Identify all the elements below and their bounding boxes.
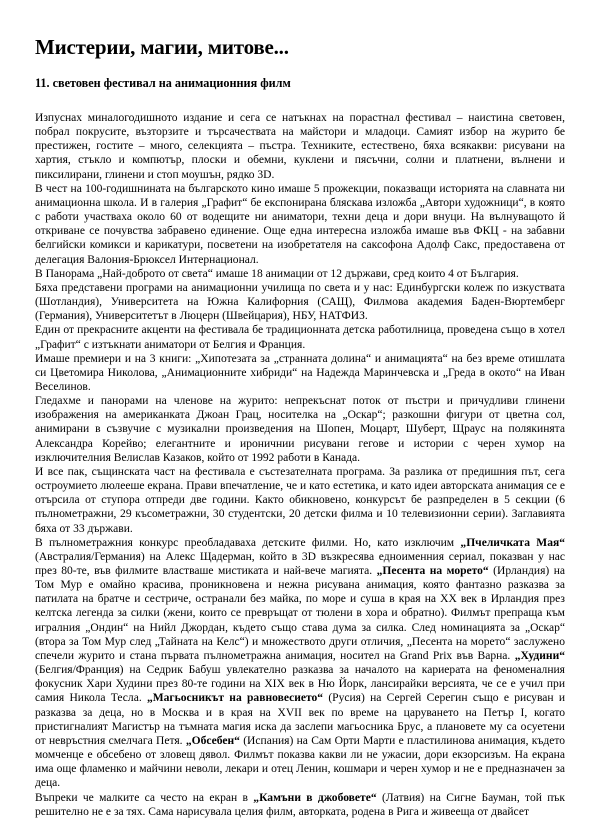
text-run: Имаше премиери и на 3 книги: „Хипотезата за „странната долина“ и анимацията“ на без време отишлата си Цветомира Николова, „Анимационните хибриди“ на Надежда Маринчевска и „Греда в окото“ на Иван Веселинов. [35, 352, 565, 393]
text-run: В Панорама „Най-доброто от света“ имаше 18 анимации от 12 държави, сред които 4 от България. [35, 267, 519, 280]
text-run: (Австралия/Германия) на Алекс Щадерман, който в 3D възкресява едноименния сериал, показван у нас през 80-те, във филмите властваше мистиката и най-вече магията. [35, 550, 565, 577]
paragraph [35, 111, 565, 182]
document-page [35, 34, 565, 819]
bold-film-title: „Пчеличката Мая“ [460, 536, 565, 549]
text-run: Изпуснах миналогодишното издание и сега се натъкнах на порастнал фестивал – наистина световен, побрал покрусите, възторзите и търсачествата на майстори и младоци. Самият избор на журито бе престижен, гостите – много, селекцията – пъстра. Техниките, естествено, бяха всякакви: рисувани на хартия, стъкло и компютър, плоски и обемни, куклени и пясъчни, солни и платнени, вълнени и пиксилирани, глинени и стоп моушън, рядко 3D. [35, 112, 565, 181]
paragraph [35, 323, 565, 351]
bold-film-title: „Обсебен“ [185, 734, 240, 747]
bold-film-title: „Худини“ [514, 649, 565, 662]
document-title: Мистерии, магии, митове... [35, 35, 289, 59]
text-run: Бяха представени програми на анимационни училища по света и у нас: Единбургски колеж по изкуствата (Шотландия), Университета на Южна Калифорния (САЩ), Филмова академия Баден-Вюртемберг (Германия), Университетът в Люцерн (Швейцария), НБУ, НАТФИЗ. [35, 281, 565, 323]
text-run: Въпреки че малките са често на екран в [35, 791, 254, 804]
text-run: (Латвия) на Сигне Бауман, той пък решително не е за тях. Сама нарисувала целия филм, авторката, родена в Рига и живееща от двайсет [35, 791, 565, 818]
document-subtitle: 11. световен фестивал на анимационния филм [35, 76, 291, 90]
paragraph [35, 465, 565, 536]
paragraph [35, 281, 565, 323]
text-run: (Испания) на Сам Орти Марти е пластилинова анимация, където момченце е обсебено от зловещ дявол. Филмът показва какви ли не ужасии, дори екзорсизъм. На екрана има още фламенко и майчини неволи, лекари и отец Ленин, кошмари и черен хумор и не е предназначен за деца. [35, 734, 565, 790]
paragraph [35, 536, 565, 791]
paragraph [35, 267, 565, 281]
paragraph [35, 182, 565, 267]
text-run: Един от прекрасните акценти на фестивала бе традиционната детска работилница, проведена също в хотел „Графит“ с изтъкнати аниматори от Белгия и Франция. [35, 324, 565, 351]
article-body [35, 111, 565, 819]
text-run: (Белгия/Франция) на Седрик Бабуш увлекателно разказва за началото на кариерата на феноменалния фокусник Хари Худини през 80-те години на XIX век в Ню Йорк, лансирайки версията, че се е учил при самия Никола Тесла. [35, 664, 565, 705]
bold-film-title: „Песента на морето“ [376, 565, 489, 577]
bold-film-title: „Магьосникът на равновесието“ [146, 692, 324, 705]
bold-film-title: „Камъни в джобовете“ [253, 791, 377, 804]
text-run: (Русия) на Сергей Серегин също е рисуван и разказва за деца, но в Москва и в края на XVII век по време на царуването на Петър I, когато пристигналият Магистър на тъмната магия иска да заслепи магьосника Брус, а плановете му са осуетени от невръстния смелчага Петя. [35, 692, 565, 747]
paragraph [35, 791, 565, 819]
text-run: И все пак, същинската част на фестивала е състезателната програма. За разлика от предишния път, сега остроумието люлееше екрана. Прави впечатление, че и като естетика, и като идеи авторската анимация се е отърсила от ступора отпреди две години. Както обикновено, конкурсът бе разпределен в 5 секции (6 пълнометражни, 29 късометражни, 30 студентски, 20 детски филма и 10 телевизионни серии). Заглавията бяха от 33 държави. [35, 465, 565, 535]
paragraph [35, 352, 565, 394]
text-run: В пълнометражния конкурс преобладаваха детските филми. Но, като изключим [35, 536, 461, 549]
text-run: (Ирландия) на Том Мур е омайно красива, проникновена и нежна рисувана анимация, която фантазно разказва за патилата на братче и сестриче, остранали без майка, по море и суша в края на XX век в Ирландия през келтска легенда за силки (жени, които се превръщат от тюлени в хора и обратно). Филмът препраща към игралния „Ондин“ на Нийл Джордан, където също става дума за силка. След номинацията за „Оскар“ (втора за Том Мур след „Тайната на Келс“) и множеството други отличия, „Песента на морето“ заслужено спечели журито и стана първата пълнометражна анимация, носител на Grand Prix във Варна. [35, 565, 566, 662]
paragraph [35, 394, 565, 465]
text-run: Гледахме и панорами на членове на журито: непрекъснат поток от пъстри и причудливи глинени изображения на американката Джоан Грац, носителка на „Оскар“; разкошни фигури от цветна сол, анимирани в съзвучие с музикални произведения на Шопен, Моцарт, Шуберт, Щраус на полякинята Александра Корейво; елегантните и ироничнии рисувани гегове и истории с черен хумор на изключителния Велислав Казаков, който от 1992 работи в Канада. [35, 395, 565, 464]
text-run: В чест на 100-годишнината на българското кино имаше 5 прожекции, показващи историята на славната ни анимационна школа. И в галерия „Графит“ бе експонирана бляскава изложба „Автори художници“, в която с работи участваха около 60 от водещите ни аниматори, техни деца и дори внуци. На вълнуващото й откриване се почувства забравено единение. Още една интересна изложба имаше във ФКЦ - на забавни белгийски комикси и карикатури, посветени на изобретателя на саксофона Адолф Сакс, предоставена от делегация Валония-Брюксел Интернационал. [35, 182, 565, 266]
